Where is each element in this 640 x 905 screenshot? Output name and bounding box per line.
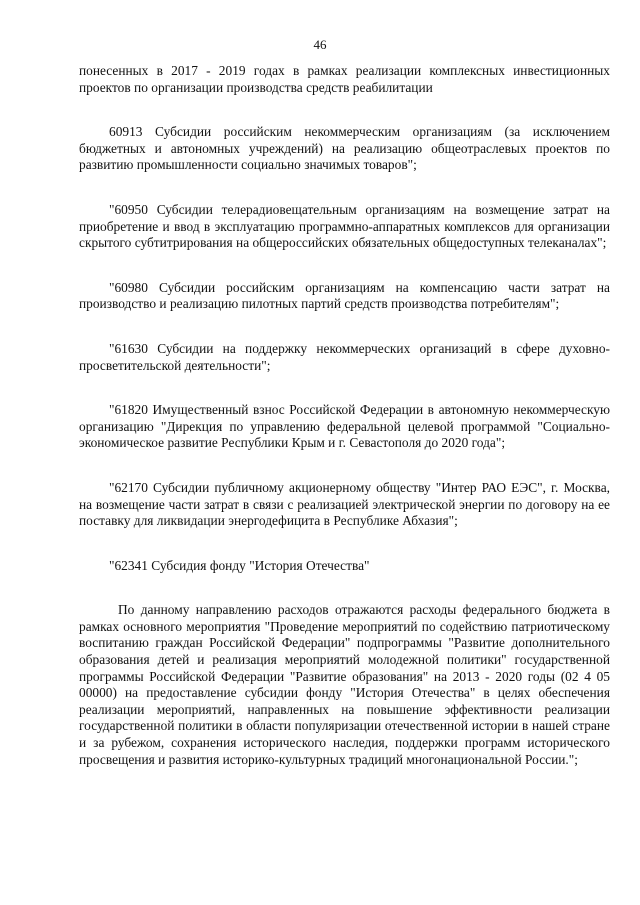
page-number: 46 — [313, 37, 327, 52]
document-body — [79, 63, 610, 768]
paragraph-62170: "62170 Субсидии публичному акционерному обществу "Интер РАО ЕЭС", г. Москва, на возмещение части затрат в связи с реализацией электрической энергии по договору на ее поставку для ликвидации энергодефицита в Республике Абхазия"; — [79, 479, 610, 529]
paragraph-62341-description: По данному направлению расходов отражаются расходы федерального бюджета в рамках основного мероприятия "Проведение мероприятий по содействию патриотическому воспитанию граждан Российской Федерации" подпрограммы "Развитие дополнительного образования детей и реализация мероприятий молодежной политики" государственной программы Российской Федерации "Развитие образования" на 2013 - 2020 годы (02 4 05 00000) на предоставление субсидии фонду "История Отечества" в целях обеспечения реализации мероприятий, направленных на повышение эффективности реализации государственной политики в области популяризации отечественной истории в нашей стране и за рубежом, сохранения исторического наследия, поддержки программ исторического просвещения и развития историко-культурных традиций многонациональной России."; — [79, 602, 610, 767]
paragraph-62341-heading: "62341 Субсидия фонду "История Отечества" — [109, 557, 370, 573]
paragraph-continuation: понесенных в 2017 - 2019 годах в рамках реализации комплексных инвестиционных проектов по организации производства средств реабилитации — [79, 63, 610, 95]
paragraph-61820: "61820 Имущественный взнос Российской Федерации в автономную некоммерческую организацию "Дирекция по управлению федеральной целевой программой "Социально-экономическое развитие Республики Крым и г. Севастополя до 2020 года"; — [79, 402, 610, 451]
paragraph-60913: 60913 Субсидии российским некоммерческим организациям (за исключением бюджетных и автономных учреждений) на реализацию общеотраслевых проектов по развитию промышленности социально значимых товаров"; — [79, 124, 610, 173]
paragraph-61630: "61630 Субсидии на поддержку некоммерческих организаций в сфере духовно-просветительской деятельности"; — [79, 340, 610, 373]
paragraph-60980: "60980 Субсидии российским организациям на компенсацию части затрат на производство и реализацию пилотных партий средств производства потребителям"; — [79, 279, 610, 312]
paragraph-60950: "60950 Субсидии телерадиовещательным организациям на возмещение затрат на приобретение и ввод в эксплуатацию программно-аппаратных комплексов для организации скрытого субтитрирования на общероссийских обязательных общедоступных телеканалах"; — [79, 201, 610, 251]
